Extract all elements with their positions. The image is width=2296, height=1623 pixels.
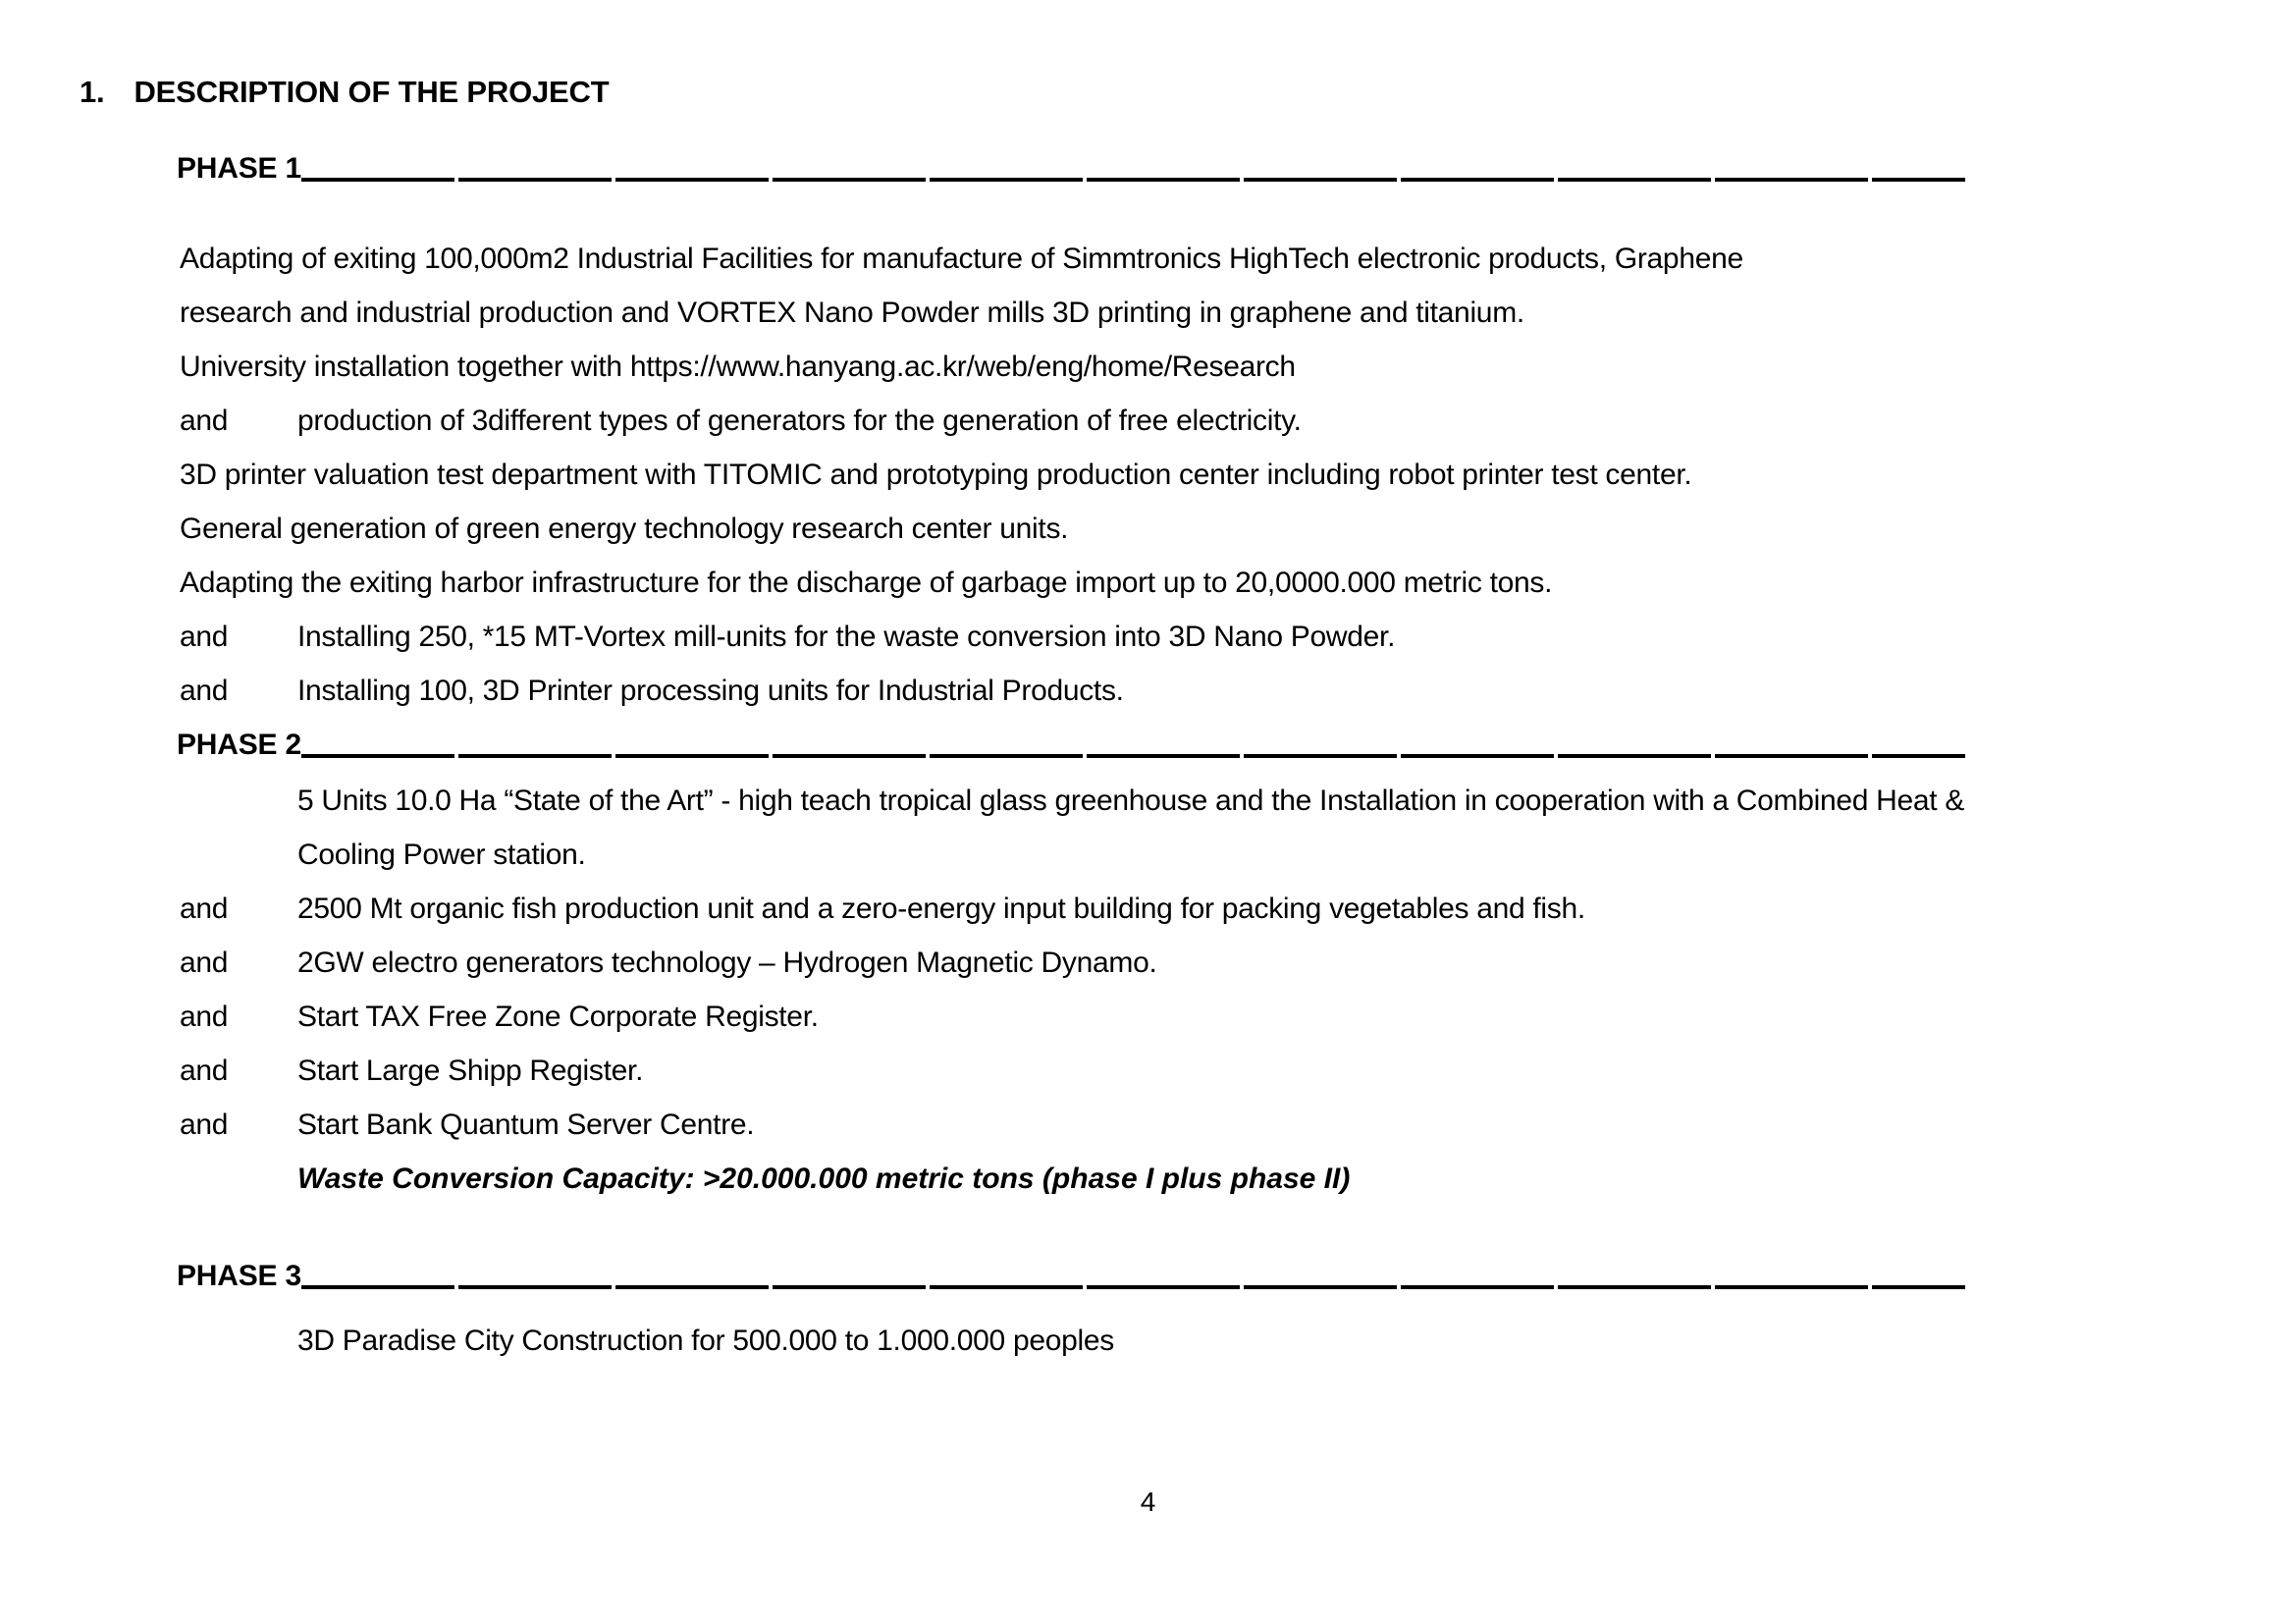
phase1-underline-rule [301,178,1965,182]
list-item-and [180,990,2212,1044]
list-item-and [180,1098,2212,1152]
list-item-prefix: and [180,405,229,437]
page-number: 4 [1140,1487,1156,1517]
phase1-body [180,232,2212,718]
list-item-prefix: and [180,1055,229,1087]
paragraph-line: University installation together with https://www.hanyang.ac.kr/web/eng/home/Research [180,351,1296,383]
phase1-heading [177,152,1965,186]
list-item-prefix: and [180,1001,229,1033]
phase2-underline-rule [301,754,1965,758]
list-item-text: Start Large Shipp Register. [297,1055,644,1087]
paragraph-line: General generation of green energy technology research center units. [180,513,1069,545]
phase2-label: PHASE 2 [177,729,301,761]
phase1-label: PHASE 1 [177,152,301,185]
phase3-body [180,1314,2212,1368]
phase2-body [180,774,2212,1206]
paragraph-line: research and industrial production and VORTEX Nano Powder mills 3D printing in graphene and titanium. [180,297,1524,329]
list-item-and [180,394,2212,448]
list-item-and [180,936,2212,990]
list-item-prefix: and [180,621,229,653]
list-item-prefix: and [180,947,229,979]
list-item-text: Start TAX Free Zone Corporate Register. [297,1001,819,1033]
phase2-heading [177,729,1965,762]
section-heading-number: 1. [80,75,105,109]
paragraph-line: Adapting the exiting harbor infrastructure for the discharge of garbage import up to 20,0000.000 metric tons. [180,567,1553,599]
paragraph-line: Adapting of exiting 100,000m2 Industrial Facilities for manufacture of Simmtronics HighTech electronic products, Graphene [180,243,1743,275]
list-item-and [180,1044,2212,1098]
list-item-text: 2500 Mt organic fish production unit and a zero-energy input building for packing vegetables and fish. [297,893,1585,925]
section-heading [80,75,609,110]
list-item-prefix: and [180,893,229,925]
list-item-text: Installing 250, *15 MT-Vortex mill-units for the waste conversion into 3D Nano Powder. [297,621,1396,653]
section-heading-title: DESCRIPTION OF THE PROJECT [133,75,610,109]
list-item-and [180,664,2212,718]
list-item-prefix: and [180,675,229,707]
paragraph-line: 3D printer valuation test department with TITOMIC and prototyping production center including robot printer test center. [180,459,1692,491]
paragraph-line: Cooling Power station. [297,839,586,871]
list-item-text: Start Bank Quantum Server Centre. [297,1109,755,1141]
phase3-heading [177,1260,1965,1293]
list-item-and [180,882,2212,936]
list-item-text: 2GW electro generators technology – Hydrogen Magnetic Dynamo. [297,947,1157,979]
list-item-and [180,610,2212,664]
list-item-text: Installing 100, 3D Printer processing units for Industrial Products. [297,675,1124,707]
phase3-label: PHASE 3 [177,1260,301,1292]
list-item-prefix: and [180,1109,229,1141]
paragraph-line: 3D Paradise City Construction for 500.000 to 1.000.000 peoples [297,1325,1114,1357]
waste-conversion-callout: Waste Conversion Capacity: >20.000.000 metric tons (phase I plus phase II) [297,1163,1351,1195]
list-item-text: production of 3different types of generators for the generation of free electricity. [297,405,1302,437]
phase3-underline-rule [301,1285,1965,1289]
paragraph-line: 5 Units 10.0 Ha “State of the Art” - high teach tropical glass greenhouse and the Installation in cooperation with a Combined Heat & [297,784,1965,817]
